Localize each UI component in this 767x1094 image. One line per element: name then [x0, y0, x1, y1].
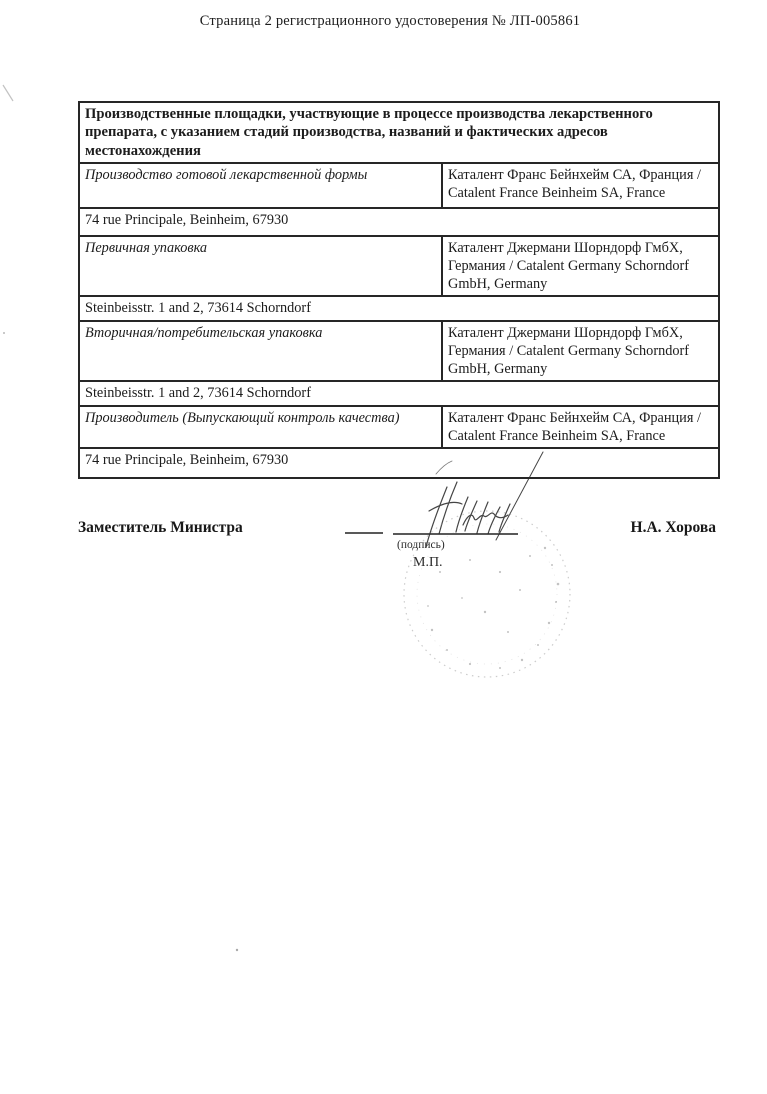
stage-cell: Первичная упаковка	[79, 236, 442, 296]
address-cell: Steinbeisstr. 1 and 2, 73614 Schorndorf	[79, 296, 719, 321]
manufacturer-cell: Каталент Джермани Шорндорф ГмбХ, Германия / Catalent Germany Schorndorf GmbH, Germany	[442, 321, 719, 381]
address-cell: Steinbeisstr. 1 and 2, 73614 Schorndorf	[79, 381, 719, 406]
table-title: Производственные площадки, участвующие в процессе производства лекарственного препарата, с указанием стадий производства, названий и фактических адресов местонахождения	[79, 102, 719, 163]
signature-line	[345, 533, 518, 534]
stamp-place-label: М.П.	[413, 555, 443, 570]
table-row	[79, 296, 719, 321]
manufacturer-cell: Каталент Франс Бейнхейм СА, Франция / Catalent France Beinheim SA, France	[442, 406, 719, 448]
table-row	[79, 163, 719, 208]
table-row	[79, 236, 719, 296]
stage-cell: Производство готовой лекарственной формы	[79, 163, 442, 208]
table-row	[79, 208, 719, 236]
table-row	[79, 406, 719, 448]
manufacturing-sites-table	[78, 101, 720, 479]
stamp-speckles	[427, 547, 559, 669]
address-cell: 74 rue Principale, Beinheim, 67930	[79, 208, 719, 236]
stage-cell: Вторичная/потребительская упаковка	[79, 321, 442, 381]
signer-title: Заместитель Министра	[78, 519, 243, 536]
stage-cell: Производитель (Выпускающий контроль качества)	[79, 406, 442, 448]
signer-name: Н.А. Хорова	[630, 519, 716, 536]
table-row	[79, 448, 719, 478]
stamp-circle	[404, 511, 570, 677]
manufacturer-cell: Каталент Джермани Шорндорф ГмбХ, Германия / Catalent Germany Schorndorf GmbH, Germany	[442, 236, 719, 296]
address-cell: 74 rue Principale, Beinheim, 67930	[79, 448, 719, 478]
table-row	[79, 102, 719, 163]
table-row	[79, 321, 719, 381]
manufacturer-cell: Каталент Франс Бейнхейм СА, Франция / Catalent France Beinheim SA, France	[442, 163, 719, 208]
signature-caption: (подпись)	[397, 539, 445, 551]
page-header: Страница 2 регистрационного удостоверения № ЛП-005861	[199, 13, 581, 29]
table-row	[79, 381, 719, 406]
